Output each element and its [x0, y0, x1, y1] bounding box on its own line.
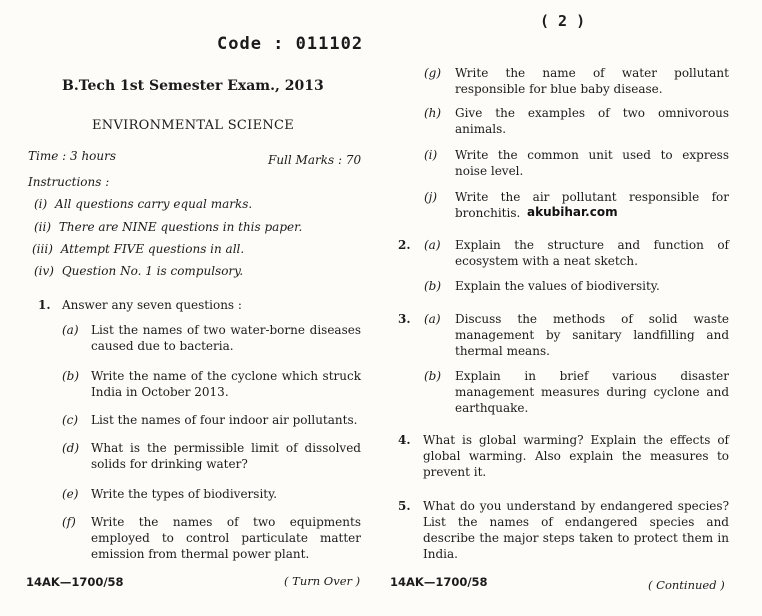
exam-code: Code : 011102 [217, 34, 364, 54]
footer-continued: ( Continued ) [648, 578, 725, 592]
question-1-intro: Answer any seven questions : [62, 298, 242, 312]
instruction-text: Attempt FIVE questions in all. [60, 242, 245, 256]
question-5-number: 5. [398, 499, 411, 513]
question-5-text: What do you understand by endangered species? List the names of endangered species and describe the major steps taken to protect them in India. [423, 499, 729, 561]
q1-part-text: Write the name of water pollutant responsible for blue baby disease. [455, 66, 729, 96]
q1-part-text: Write the name of the cyclone which struck India in October 2013. [91, 369, 361, 399]
q2-part-text: Explain the structure and function of ecosystem with a neat sketch. [455, 238, 729, 268]
instruction-item [32, 241, 332, 257]
q1-part-text: What is the permissible limit of dissolved solids for drinking water? [91, 441, 361, 471]
instruction-text: There are NINE questions in this paper. [58, 220, 303, 234]
q3-part-text: Discuss the methods of solid waste management by sanitary landfilling and thermal means. [455, 312, 729, 358]
q3-part-label: (b) [424, 369, 442, 383]
q1-part-label: (h) [424, 106, 442, 120]
q1-part-text: Give the examples of two omnivorous animals. [455, 106, 729, 136]
instruction-num: (iv) [34, 264, 54, 278]
q1-part-label: (c) [62, 413, 79, 427]
q2-part-label: (a) [424, 238, 441, 252]
footer-code-left: 14AK—1700/58 [26, 575, 124, 589]
instruction-text: All questions carry equal marks. [55, 197, 253, 211]
time-allowed: Time : 3 hours [28, 149, 117, 163]
instruction-item [34, 219, 334, 235]
exam-title: B.Tech 1st Semester Exam., 2013 [62, 78, 324, 94]
footer-code-right: 14AK—1700/58 [390, 575, 488, 589]
q1-part-label: (g) [424, 66, 442, 80]
watermark-text: akubihar.com [527, 205, 618, 219]
q1-part-text: Write the common unit used to express noise level. [455, 148, 729, 178]
q1-part-text: List the names of four indoor air pollutants. [91, 413, 358, 427]
question-4-text: What is global warming? Explain the effects of global warming. Also explain the measures to prevent it. [423, 433, 729, 479]
q1-part-text: Write the names of two equipments employed to control particulate matter emission from thermal power plant. [91, 515, 361, 561]
q1-part-label: (d) [62, 441, 80, 455]
footer-turn-over: ( Turn Over ) [284, 574, 361, 588]
q3-part-text: Explain in brief various disaster management measures during cyclone and earthquake. [455, 369, 729, 415]
q1-part-label: (a) [62, 323, 79, 337]
q2-part-label: (b) [424, 279, 442, 293]
q1-part-text: List the names of two water-borne diseases caused due to bacteria. [91, 323, 361, 353]
q1-part-label: (e) [62, 487, 79, 501]
subject-title: ENVIRONMENTAL SCIENCE [92, 118, 295, 133]
q1-part-label: (f) [62, 515, 76, 529]
instruction-num: (iii) [32, 242, 53, 256]
question-2-number: 2. [398, 238, 411, 252]
full-marks: Full Marks : 70 [268, 153, 362, 167]
q1-part-text: Write the air pollutant responsible for bronchitis. [455, 190, 729, 220]
q1-part-label: (i) [424, 148, 438, 162]
q1-part-label: (j) [424, 190, 438, 204]
question-4-number: 4. [398, 433, 411, 447]
q2-part-text: Explain the values of biodiversity. [455, 279, 660, 293]
question-1-number: 1. [38, 298, 51, 312]
instructions-label: Instructions : [28, 175, 110, 189]
q3-part-label: (a) [424, 312, 441, 326]
instruction-num: (ii) [34, 220, 52, 234]
page-number: ( 2 ) [540, 12, 586, 30]
q1-part-label: (b) [62, 369, 80, 383]
question-3-number: 3. [398, 312, 411, 326]
q1-part-text: Write the types of biodiversity. [91, 487, 278, 501]
instruction-item [34, 263, 334, 279]
instruction-num: (i) [34, 197, 48, 211]
instruction-item [34, 196, 334, 212]
instruction-text: Question No. 1 is compulsory. [61, 264, 244, 278]
